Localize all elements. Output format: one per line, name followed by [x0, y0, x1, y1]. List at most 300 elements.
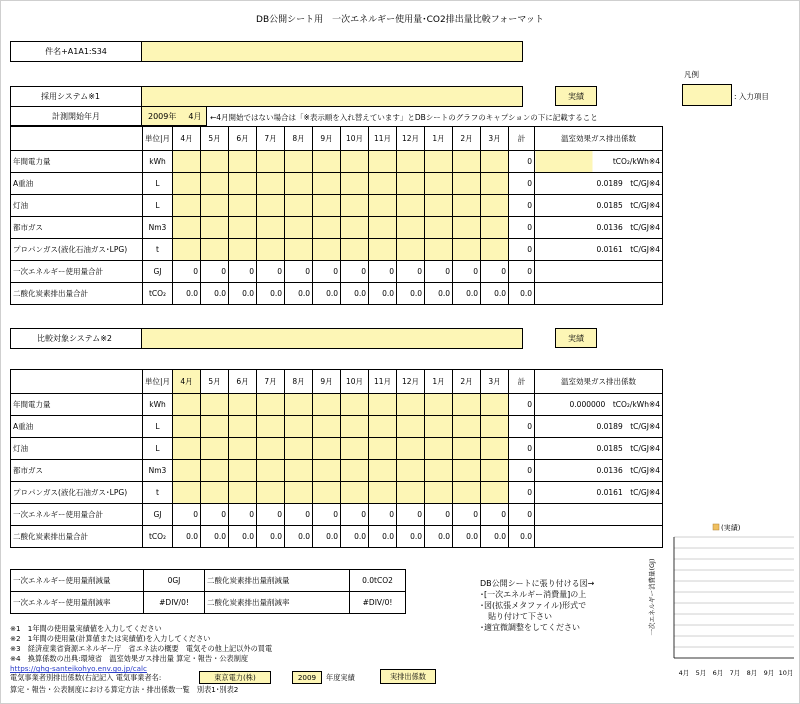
month-cell[interactable] [229, 195, 257, 217]
row-label: 年間電力量 [11, 151, 143, 173]
row-total: 0 [509, 151, 535, 173]
month-cell: 0 [341, 261, 369, 283]
header-total: 計 [509, 370, 535, 394]
month-cell: 0 [313, 504, 341, 526]
month-cell[interactable] [201, 217, 229, 239]
row-label: 年間電力量 [11, 394, 143, 416]
month-cell[interactable] [229, 173, 257, 195]
month-cell: 0.0 [369, 526, 397, 548]
instruction-line: ･適宜微調整をしてください [480, 623, 580, 632]
month-cell[interactable] [173, 416, 201, 438]
month-cell: 0.0 [481, 283, 509, 305]
start-date-input[interactable] [141, 106, 207, 126]
month-cell[interactable] [285, 151, 313, 173]
month-cell[interactable] [285, 416, 313, 438]
year-input[interactable]: 2009 [292, 671, 322, 684]
row-ghg: 0.0136 tC/GJ※4 [535, 217, 663, 239]
month-cell[interactable] [397, 438, 425, 460]
month-cell[interactable] [341, 173, 369, 195]
header-month: 8月 [285, 370, 313, 394]
header-month: 1月 [425, 370, 453, 394]
energy-rate-value: #DIV/0! [144, 592, 205, 614]
month-cell[interactable] [481, 151, 509, 173]
month-cell[interactable] [369, 239, 397, 261]
start-date-label: 計測開始年月 [10, 106, 142, 126]
row-label: 一次エネルギー使用量合計 [11, 504, 143, 526]
month-cell[interactable] [201, 195, 229, 217]
month-cell[interactable] [173, 460, 201, 482]
row-unit: GJ [143, 504, 173, 526]
month-cell[interactable] [369, 151, 397, 173]
row-unit: L [143, 195, 173, 217]
row-unit: t [143, 239, 173, 261]
month-cell[interactable] [425, 151, 453, 173]
header-month: 7月 [257, 127, 285, 151]
month-cell[interactable] [481, 482, 509, 504]
month-cell[interactable] [257, 151, 285, 173]
instruction-line: ･[一次エネルギー消費量]の上 [480, 590, 587, 599]
table-system-a [10, 126, 663, 305]
header-month: 2月 [453, 370, 481, 394]
footnote: ※1 1年間の使用量実績値を入力してください [10, 624, 162, 633]
page-title: DB公開シート用 一次エネルギー使用量･CO2排出量比較フォーマット [256, 15, 544, 25]
month-cell[interactable] [453, 394, 481, 416]
row-label: 都市ガス [11, 460, 143, 482]
footer-prefix: 電気事業者別排出係数(右記記入 電気事業者名: [10, 673, 162, 682]
month-cell[interactable] [201, 394, 229, 416]
month-cell[interactable] [397, 416, 425, 438]
energy-reduction-value: 0GJ [144, 570, 205, 592]
month-cell[interactable] [397, 151, 425, 173]
header-month: 5月 [201, 127, 229, 151]
month-cell[interactable] [285, 217, 313, 239]
month-cell[interactable] [285, 195, 313, 217]
month-cell[interactable] [369, 482, 397, 504]
month-cell[interactable] [257, 217, 285, 239]
month-cell[interactable] [285, 482, 313, 504]
month-cell[interactable] [341, 195, 369, 217]
month-cell[interactable] [173, 482, 201, 504]
month-cell[interactable] [285, 394, 313, 416]
month-cell[interactable] [257, 195, 285, 217]
table-system-b [10, 369, 663, 548]
month-cell[interactable] [397, 239, 425, 261]
row-label: プロパンガス(液化石油ガス･LPG) [11, 482, 143, 504]
month-cell[interactable] [229, 460, 257, 482]
month-cell[interactable] [425, 217, 453, 239]
month-cell[interactable] [201, 416, 229, 438]
header-ghg: 温室効果ガス排出係数 [535, 370, 663, 394]
month-cell[interactable] [453, 482, 481, 504]
month-cell[interactable] [453, 217, 481, 239]
month-cell[interactable] [257, 482, 285, 504]
month-cell: 0 [257, 504, 285, 526]
month-cell: 0.0 [229, 526, 257, 548]
month-cell[interactable] [425, 195, 453, 217]
row-ghg: 0.0189 tC/GJ※4 [535, 173, 663, 195]
header-month: 9月 [313, 127, 341, 151]
header-month: 9月 [313, 370, 341, 394]
month-cell[interactable] [397, 217, 425, 239]
subject-input[interactable] [141, 41, 523, 62]
month-cell[interactable] [425, 460, 453, 482]
month-cell: 0.0 [425, 526, 453, 548]
table-row [11, 438, 663, 460]
instruction-line: DB公開シートに張り付ける図→ [480, 579, 595, 588]
month-cell: 0 [257, 261, 285, 283]
table-row [11, 239, 663, 261]
month-cell: 0 [425, 261, 453, 283]
row-total: 0 [509, 460, 535, 482]
row-unit: Nm3 [143, 217, 173, 239]
month-cell[interactable] [425, 482, 453, 504]
legend-swatch [682, 84, 732, 106]
system-a-badge[interactable]: 実績 [555, 86, 597, 106]
month-cell[interactable] [425, 438, 453, 460]
footnote: ※4 換算係数の出典:環境省 温室効果ガス排出量 算定・報告・公表制度 [10, 654, 249, 663]
month-cell: 0.0 [341, 283, 369, 305]
month-cell[interactable] [201, 151, 229, 173]
month-cell[interactable] [257, 239, 285, 261]
month-cell[interactable] [229, 438, 257, 460]
month-cell[interactable] [173, 195, 201, 217]
row-label: 灯油 [11, 195, 143, 217]
month-cell: 0.0 [369, 283, 397, 305]
month-cell[interactable] [257, 460, 285, 482]
month-cell: 0 [285, 504, 313, 526]
co2-reduction-value: 0.0tCO2 [350, 570, 406, 592]
header-month: 11月 [369, 127, 397, 151]
row-ghg [535, 261, 663, 283]
row-ghg: 0.0161 tC/GJ※4 [535, 482, 663, 504]
month-cell[interactable] [229, 482, 257, 504]
row-unit: tCO₂ [143, 283, 173, 305]
chart-x-tick: 4月 [678, 669, 690, 677]
header-month: 12月 [397, 370, 425, 394]
month-cell[interactable] [229, 394, 257, 416]
row-total: 0 [509, 504, 535, 526]
month-cell[interactable] [313, 460, 341, 482]
month-cell[interactable] [201, 239, 229, 261]
co2-rate-label: 二酸化炭素排出量削減率 [205, 592, 350, 614]
month-cell[interactable] [481, 195, 509, 217]
row-label: A重油 [11, 416, 143, 438]
header-unit: 単位|月 [143, 370, 173, 394]
month-cell[interactable] [173, 239, 201, 261]
month-cell: 0.0 [173, 283, 201, 305]
month-cell[interactable] [369, 394, 397, 416]
month-cell[interactable] [481, 460, 509, 482]
row-label: 都市ガス [11, 217, 143, 239]
row-total: 0.0 [509, 526, 535, 548]
month-cell[interactable] [453, 151, 481, 173]
header-blank [11, 370, 143, 394]
month-cell: 0 [397, 261, 425, 283]
month-cell[interactable] [341, 416, 369, 438]
month-cell: 0 [201, 261, 229, 283]
month-cell[interactable] [341, 217, 369, 239]
month-cell[interactable] [397, 482, 425, 504]
month-cell[interactable] [201, 460, 229, 482]
row-ghg: 0.0189 tC/GJ※4 [535, 416, 663, 438]
month-cell[interactable] [481, 416, 509, 438]
month-cell[interactable] [453, 460, 481, 482]
month-cell: 0.0 [425, 283, 453, 305]
month-cell[interactable] [481, 239, 509, 261]
month-cell[interactable] [313, 482, 341, 504]
row-total: 0 [509, 261, 535, 283]
month-cell[interactable] [257, 173, 285, 195]
month-cell: 0.0 [201, 526, 229, 548]
month-cell[interactable] [453, 195, 481, 217]
header-month: 6月 [229, 370, 257, 394]
row-total: 0 [509, 416, 535, 438]
month-cell[interactable] [481, 217, 509, 239]
row-unit: L [143, 438, 173, 460]
header-ghg: 温室効果ガス排出係数 [535, 127, 663, 151]
month-cell[interactable] [453, 239, 481, 261]
month-cell[interactable] [313, 217, 341, 239]
month-cell: 0 [453, 504, 481, 526]
system-b-badge[interactable]: 実績 [555, 328, 597, 348]
month-cell[interactable] [341, 394, 369, 416]
row-total: 0 [509, 195, 535, 217]
header-month: 5月 [201, 370, 229, 394]
summary-table [10, 569, 406, 614]
month-cell[interactable] [257, 416, 285, 438]
month-cell[interactable] [369, 173, 397, 195]
table-row [11, 261, 663, 283]
header-month: 11月 [369, 370, 397, 394]
month-cell[interactable] [173, 217, 201, 239]
row-label: プロパンガス(液化石油ガス･LPG) [11, 239, 143, 261]
footnote: ※3 経済産業省資源エネルギー庁 省エネ法の概要 電気その他上記以外の買電 [10, 644, 273, 653]
month-cell[interactable] [285, 460, 313, 482]
month-cell[interactable] [229, 416, 257, 438]
footer-line2: 算定・報告・公表制度における算定方法・排出係数一覧 別表1･別表2 [10, 685, 239, 694]
row-unit: L [143, 173, 173, 195]
row-total: 0.0 [509, 283, 535, 305]
month-cell[interactable] [397, 195, 425, 217]
start-month: 4月 [188, 111, 202, 121]
row-ghg: 0.000000 tCO₂/kWh※4 [535, 394, 663, 416]
month-cell[interactable] [229, 217, 257, 239]
row-ghg: 0.0136 tC/GJ※4 [535, 460, 663, 482]
row-label: 灯油 [11, 438, 143, 460]
header-month: 10月 [341, 370, 369, 394]
header-month: 8月 [285, 127, 313, 151]
month-cell[interactable] [425, 416, 453, 438]
month-cell[interactable] [369, 438, 397, 460]
system-b-input[interactable] [141, 328, 523, 349]
row-ghg: 0.0185 tC/GJ※4 [535, 438, 663, 460]
month-cell[interactable] [173, 173, 201, 195]
month-cell[interactable] [453, 438, 481, 460]
month-cell[interactable] [257, 394, 285, 416]
row-label: A重油 [11, 173, 143, 195]
month-cell[interactable] [201, 482, 229, 504]
row-unit: GJ [143, 261, 173, 283]
month-cell[interactable] [173, 151, 201, 173]
month-cell[interactable] [369, 195, 397, 217]
legend-input-label: : 入力項目 [734, 92, 769, 101]
header-month: 4月 [173, 127, 201, 151]
instruction-line: 貼り付けて下さい [480, 612, 552, 621]
table-row [11, 283, 663, 305]
header-month: 6月 [229, 127, 257, 151]
row-unit: t [143, 482, 173, 504]
month-cell[interactable] [397, 460, 425, 482]
month-cell[interactable] [285, 438, 313, 460]
row-ghg: 0.0185 tC/GJ※4 [535, 195, 663, 217]
table-row [11, 460, 663, 482]
month-cell: 0.0 [257, 526, 285, 548]
month-cell[interactable] [369, 416, 397, 438]
start-note: ←4月開始ではない場合は「※表示順を入れ替えています」とDBシートのグラフのキャプションの下に記載すること [210, 113, 598, 122]
source-link[interactable]: https://ghg-santeikohyo.env.go.jp/calc [10, 664, 148, 673]
month-cell[interactable] [313, 151, 341, 173]
company-input[interactable]: 東京電力(株) [199, 671, 271, 684]
chart-x-tick: 5月 [695, 669, 707, 677]
month-cell: 0.0 [313, 283, 341, 305]
month-cell[interactable] [201, 173, 229, 195]
month-cell[interactable] [341, 438, 369, 460]
chart-x-tick: 8月 [746, 669, 758, 677]
month-cell[interactable] [481, 438, 509, 460]
month-cell[interactable] [397, 173, 425, 195]
footnotes [10, 624, 272, 674]
month-cell: 0.0 [341, 526, 369, 548]
header-month: 1月 [425, 127, 453, 151]
month-cell: 0.0 [481, 526, 509, 548]
row-total: 0 [509, 482, 535, 504]
chart-x-tick: 9月 [763, 669, 775, 677]
month-cell[interactable] [425, 173, 453, 195]
month-cell[interactable] [201, 438, 229, 460]
table-row [11, 394, 663, 416]
month-cell[interactable] [313, 394, 341, 416]
month-cell[interactable] [229, 239, 257, 261]
month-cell[interactable] [285, 239, 313, 261]
header-total: 計 [509, 127, 535, 151]
system-a-input[interactable] [141, 86, 523, 107]
month-cell[interactable] [397, 394, 425, 416]
chart-legend-label: (実績) [721, 524, 741, 532]
month-cell[interactable] [285, 173, 313, 195]
month-cell: 0.0 [173, 526, 201, 548]
month-cell: 0 [453, 261, 481, 283]
row-total: 0 [509, 394, 535, 416]
month-cell[interactable] [313, 416, 341, 438]
table-row [11, 416, 663, 438]
month-cell: 0 [397, 504, 425, 526]
month-cell[interactable] [341, 460, 369, 482]
row-unit: kWh [143, 394, 173, 416]
row-ghg: 0.0161 tC/GJ※4 [535, 239, 663, 261]
table-row [11, 217, 663, 239]
header-unit: 単位|月 [143, 127, 173, 151]
subject-label: 件名+A1A1:S34 [10, 41, 142, 62]
emission-factor-button[interactable]: 実排出係数 [380, 669, 436, 684]
month-cell[interactable] [341, 482, 369, 504]
year-suffix: 年度実績 [326, 673, 355, 682]
header-month: 3月 [481, 370, 509, 394]
header-month: 10月 [341, 127, 369, 151]
month-cell: 0 [201, 504, 229, 526]
month-cell[interactable] [481, 173, 509, 195]
row-total: 0 [509, 217, 535, 239]
month-cell: 0 [285, 261, 313, 283]
month-cell[interactable] [369, 217, 397, 239]
month-cell[interactable] [341, 239, 369, 261]
system-a-label: 採用システム※1 [10, 86, 142, 107]
table-row [11, 526, 663, 548]
month-cell: 0 [369, 261, 397, 283]
row-total: 0 [509, 173, 535, 195]
footnote: ※2 1年間の使用量(計算値または実績値)を入力してください [10, 634, 211, 643]
month-cell[interactable] [313, 195, 341, 217]
month-cell: 0.0 [453, 283, 481, 305]
month-cell[interactable] [257, 438, 285, 460]
chart-y-axis-label: 一次エネルギー消費量(GJ) [648, 558, 656, 636]
month-cell[interactable] [425, 239, 453, 261]
table-row [11, 151, 663, 173]
table-row [11, 195, 663, 217]
month-cell: 0 [173, 261, 201, 283]
start-year: 2009年 [148, 111, 177, 121]
row-label: 一次エネルギー使用量合計 [11, 261, 143, 283]
month-cell[interactable] [229, 151, 257, 173]
month-cell[interactable] [369, 460, 397, 482]
row-total: 0 [509, 438, 535, 460]
header-month: 3月 [481, 127, 509, 151]
instruction-line: ･図(拡張メタファイル)形式で [480, 601, 587, 610]
month-cell: 0 [173, 504, 201, 526]
month-cell[interactable] [481, 394, 509, 416]
month-cell: 0 [313, 261, 341, 283]
legend-title: 凡例 [684, 70, 699, 79]
month-cell: 0 [229, 261, 257, 283]
header-month: 12月 [397, 127, 425, 151]
row-total: 0 [509, 239, 535, 261]
month-cell: 0.0 [201, 283, 229, 305]
month-cell[interactable] [313, 438, 341, 460]
month-cell[interactable] [453, 416, 481, 438]
month-cell[interactable] [341, 151, 369, 173]
row-label: 二酸化炭素排出量合計 [11, 283, 143, 305]
month-cell[interactable] [173, 438, 201, 460]
row-ghg[interactable]: tCO₂/kWh※4 [535, 151, 663, 173]
energy-rate-label: 一次エネルギー使用量削減率 [11, 592, 144, 614]
month-cell[interactable] [313, 239, 341, 261]
paste-instructions [480, 578, 594, 633]
energy-reduction-label: 一次エネルギー使用量削減量 [11, 570, 144, 592]
chart-x-tick: 7月 [729, 669, 741, 677]
chart-legend-swatch [713, 524, 719, 530]
mini-chart [640, 515, 796, 697]
month-cell: 0 [229, 504, 257, 526]
month-cell[interactable] [313, 173, 341, 195]
month-cell[interactable] [425, 394, 453, 416]
month-cell[interactable] [173, 394, 201, 416]
table-row [11, 504, 663, 526]
table-row [11, 482, 663, 504]
row-ghg [535, 283, 663, 305]
row-unit: Nm3 [143, 460, 173, 482]
month-cell[interactable] [453, 173, 481, 195]
month-cell: 0.0 [313, 526, 341, 548]
co2-rate-value: #DIV/0! [350, 592, 406, 614]
